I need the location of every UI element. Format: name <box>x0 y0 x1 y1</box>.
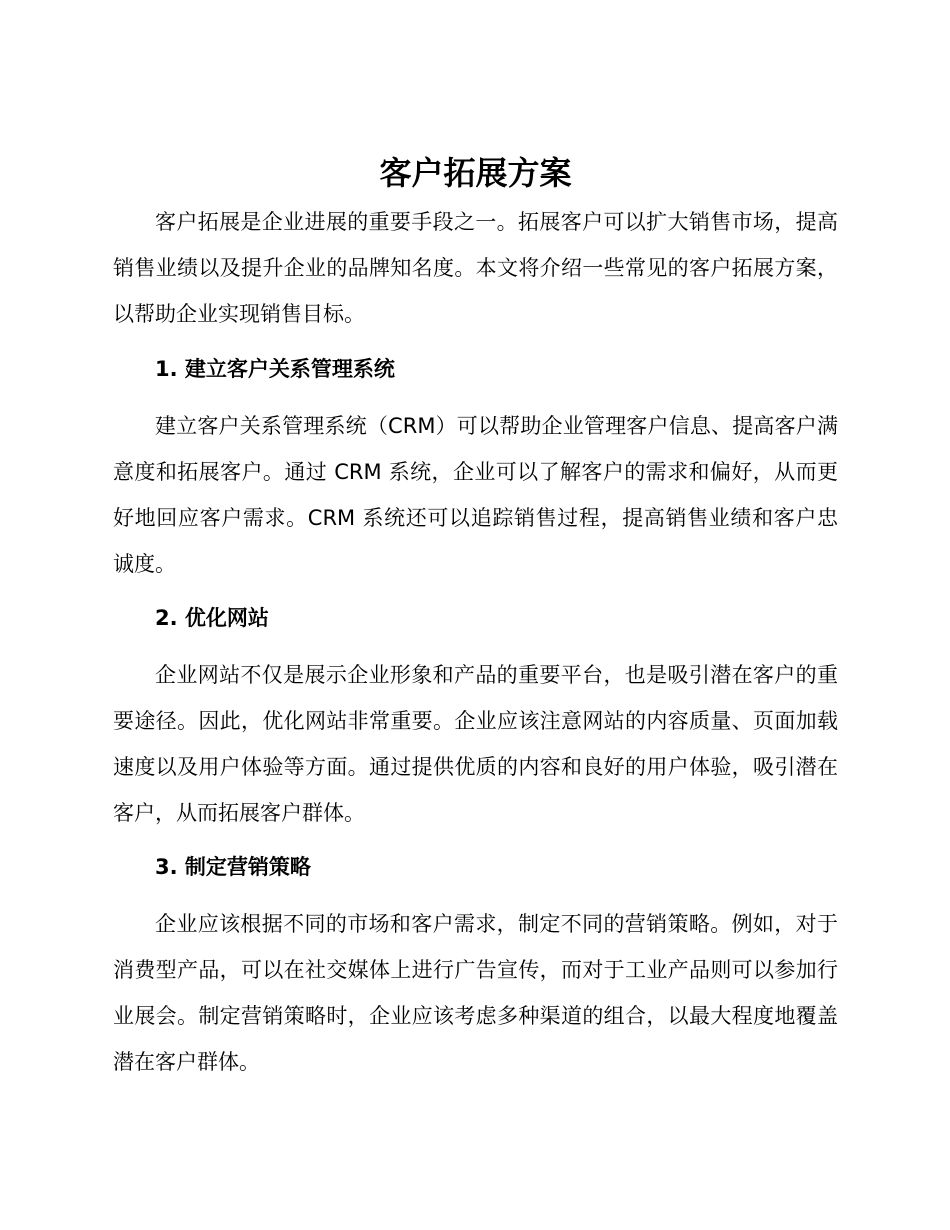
section-body-crm: 建立客户关系管理系统（CRM）可以帮助企业管理客户信息、提高客户满意度和拓展客户。通过 CRM 系统，企业可以了解客户的需求和偏好，从而更好地回应客户需求。CRM 系统还可以追踪销售过程，提高销售业绩和客户忠诚度。 <box>113 414 838 576</box>
section-heading-marketing: 3. 制定营销策略 <box>155 855 311 879</box>
section-heading-crm: 1. 建立客户关系管理系统 <box>155 357 395 381</box>
page-title: 客户拓展方案 <box>379 154 572 192</box>
section-body-website: 企业网站不仅是展示企业形象和产品的重要平台，也是吸引潜在客户的重要途径。因此，优化网站非常重要。企业应该注意网站的内容质量、页面加载速度以及用户体验等方面。通过提供优质的内容和良好的用户体验，吸引潜在客户，从而拓展客户群体。 <box>113 663 838 825</box>
intro-paragraph: 客户拓展是企业进展的重要手段之一。拓展客户可以扩大销售市场，提高销售业绩以及提升企业的品牌知名度。本文将介绍一些常见的客户拓展方案，以帮助企业实现销售目标。 <box>113 210 838 326</box>
section-body-marketing: 企业应该根据不同的市场和客户需求，制定不同的营销策略。例如，对于消费型产品，可以在社交媒体上进行广告宣传，而对于工业产品则可以参加行业展会。制定营销策略时，企业应该考虑多种渠道的组合，以最大程度地覆盖潜在客户群体。 <box>113 912 838 1074</box>
section-heading-website: 2. 优化网站 <box>155 606 269 630</box>
